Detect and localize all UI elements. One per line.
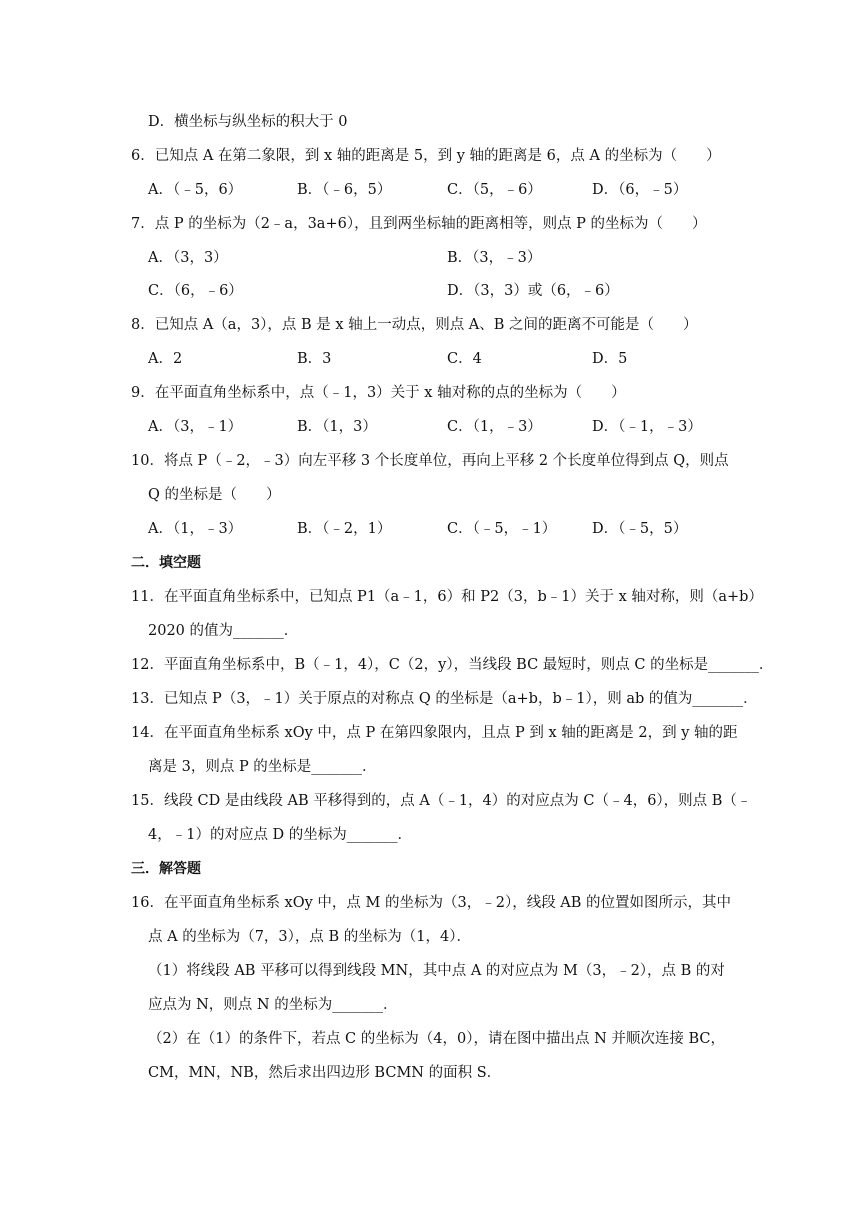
q15-line1: 15．线段 CD 是由线段 AB 平移得到的，点 A（﹣1，4）的对应点为 C（﹣4，6），则点 B（﹣ (131, 793, 752, 809)
q14-line2: 离是 3，则点 P 的坐标是_______． (148, 759, 377, 775)
q11-line1: 11．在平面直角坐标系中，已知点 P1（a﹣1，6）和 P2（3，b﹣1）关于 x 轴对称，则（a+b） (131, 589, 763, 605)
q8-option-a: A．2 (148, 351, 183, 367)
q10-option-c: C．（﹣5，﹣1） (447, 521, 557, 537)
q7-option-b: B．（3，﹣3） (447, 250, 542, 266)
q10-option-d: D．（﹣5，5） (592, 521, 688, 537)
section-answer-title: 三．解答题 (131, 861, 201, 877)
q12-text: 12．平面直角坐标系中，B（﹣1，4），C（2，y），当线段 BC 最短时，则点 C 的坐标是_______． (131, 657, 774, 673)
q7-stem: 7．点 P 的坐标为（2﹣a，3a+6），且到两坐标轴的距离相等，则点 P 的坐标为（ ） (131, 216, 707, 232)
q10-stem-line1: 10．将点 P（﹣2，﹣3）向左平移 3 个长度单位，再向上平移 2 个长度单位得到点 Q，则点 (131, 453, 729, 469)
q16-part2-line1: （2）在（1）的条件下，若点 C 的坐标为（4，0），请在图中描出点 N 并顺次连接 BC， (148, 1031, 725, 1047)
q9-option-c: C．（1，﹣3） (447, 419, 542, 435)
q10-option-b: B．（﹣2，1） (297, 521, 392, 537)
section-fill-in-title: 二．填空题 (131, 555, 201, 571)
q9-option-d: D．（﹣1，﹣3） (592, 419, 702, 435)
q9-option-b: B．（1，3） (297, 419, 377, 435)
q8-option-d: D．5 (592, 351, 628, 367)
q13-text: 13．已知点 P（3，﹣1）关于原点的对称点 Q 的坐标是（a+b，b﹣1），则 ab 的值为_______． (131, 691, 758, 707)
q16-part2-line2: CM，MN，NB，然后求出四边形 BCMN 的面积 S． (148, 1065, 502, 1081)
q10-option-a: A．（1，﹣3） (148, 521, 243, 537)
q6-option-a: A．（﹣5，6） (148, 182, 243, 198)
q11-line2: 2020 的值为_______． (148, 623, 299, 639)
q7-option-c: C．（6，﹣6） (148, 283, 243, 299)
q6-option-b: B．（﹣6，5） (297, 182, 392, 198)
q9-option-a: A．（3，﹣1） (148, 419, 243, 435)
q9-stem: 9．在平面直角坐标系中，点（﹣1，3）关于 x 轴对称的点的坐标为（ ） (131, 385, 626, 401)
q6-option-d: D．（6，﹣5） (592, 182, 688, 198)
q16-part1-line1: （1）将线段 AB 平移可以得到线段 MN，其中点 A 的对应点为 M（3，﹣2），点 B 的对 (148, 963, 725, 979)
q15-line2: 4，﹣1）的对应点 D 的坐标为_______． (148, 827, 413, 843)
q10-stem-line2: Q 的坐标是（ ） (148, 487, 281, 503)
q6-option-c: C．（5，﹣6） (447, 182, 542, 198)
q16-line1: 16．在平面直角坐标系 xOy 中，点 M 的坐标为（3，﹣2），线段 AB 的位置如图所示，其中 (131, 895, 732, 911)
q7-option-a: A．（3，3） (148, 250, 228, 266)
q6-stem: 6．已知点 A 在第二象限，到 x 轴的距离是 5，到 y 轴的距离是 6，点 A 的坐标为（ ） (131, 148, 721, 164)
q14-line1: 14．在平面直角坐标系 xOy 中，点 P 在第四象限内，且点 P 到 x 轴的距离是 2，到 y 轴的距 (131, 725, 738, 741)
q5-option-d: D．横坐标与纵坐标的积大于 0 (148, 114, 348, 130)
q16-line2: 点 A 的坐标为（7，3），点 B 的坐标为（1，4）． (148, 929, 471, 945)
q8-option-c: C．4 (447, 351, 482, 367)
q8-option-b: B．3 (297, 351, 332, 367)
q8-stem: 8．已知点 A（a，3），点 B 是 x 轴上一动点，则点 A、B 之间的距离不可能是（ ） (131, 317, 698, 333)
q7-option-d: D．（3，3）或（6，﹣6） (447, 283, 619, 299)
q16-part1-line2: 应点为 N，则点 N 的坐标为_______． (148, 997, 398, 1013)
